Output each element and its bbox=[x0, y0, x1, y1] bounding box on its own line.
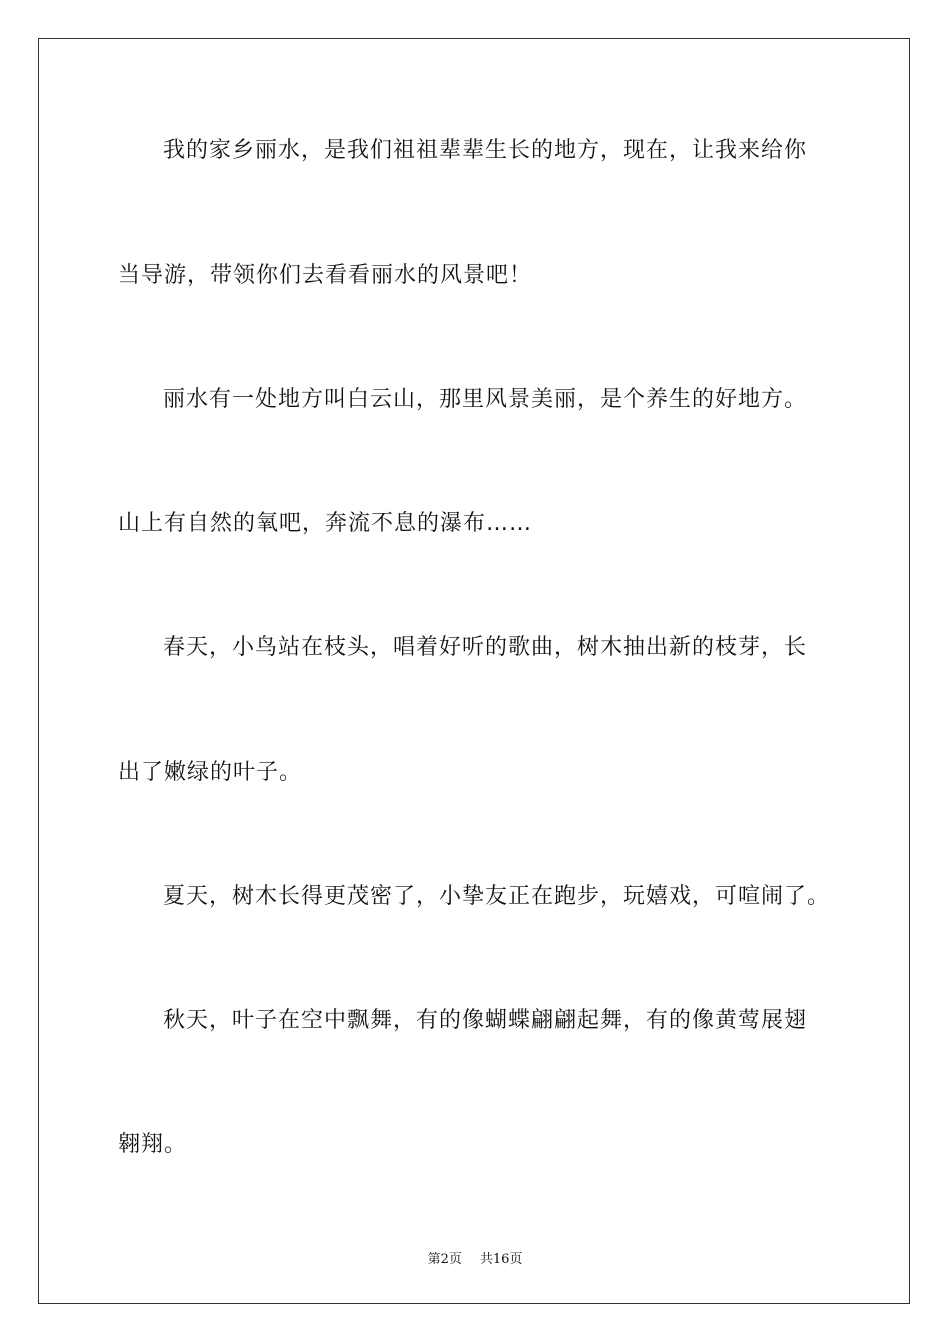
paragraph-5-line-2: 翱翔。 bbox=[118, 1132, 188, 1157]
paragraph-4-line-1: 夏天，树木长得更茂密了，小挚友正在跑步，玩嬉戏，可喧闹了。 bbox=[163, 884, 831, 909]
paragraph-2-line-2: 山上有自然的氧吧，奔流不息的瀑布…… bbox=[118, 511, 533, 536]
page-number: 第2页 bbox=[427, 1252, 462, 1267]
paragraph-1-line-1: 我的家乡丽水，是我们祖祖辈辈生长的地方，现在，让我来给你 bbox=[163, 138, 808, 163]
paragraph-2-line-1: 丽水有一处地方叫白云山，那里风景美丽，是个养生的好地方。 bbox=[163, 387, 808, 412]
paragraph-3-line-1: 春天，小鸟站在枝头，唱着好听的歌曲，树木抽出新的枝芽，长 bbox=[163, 635, 808, 660]
paragraph-5-line-1: 秋天，叶子在空中飘舞，有的像蝴蝶翩翩起舞，有的像黄莺展翅 bbox=[163, 1008, 808, 1033]
paragraph-1-line-2: 当导游，带领你们去看看丽水的风景吧！ bbox=[118, 263, 533, 288]
total-pages: 共16页 bbox=[479, 1252, 523, 1267]
page-border bbox=[38, 38, 910, 1304]
paragraph-3-line-2: 出了嫩绿的叶子。 bbox=[118, 760, 303, 785]
page-footer bbox=[0, 1248, 950, 1267]
